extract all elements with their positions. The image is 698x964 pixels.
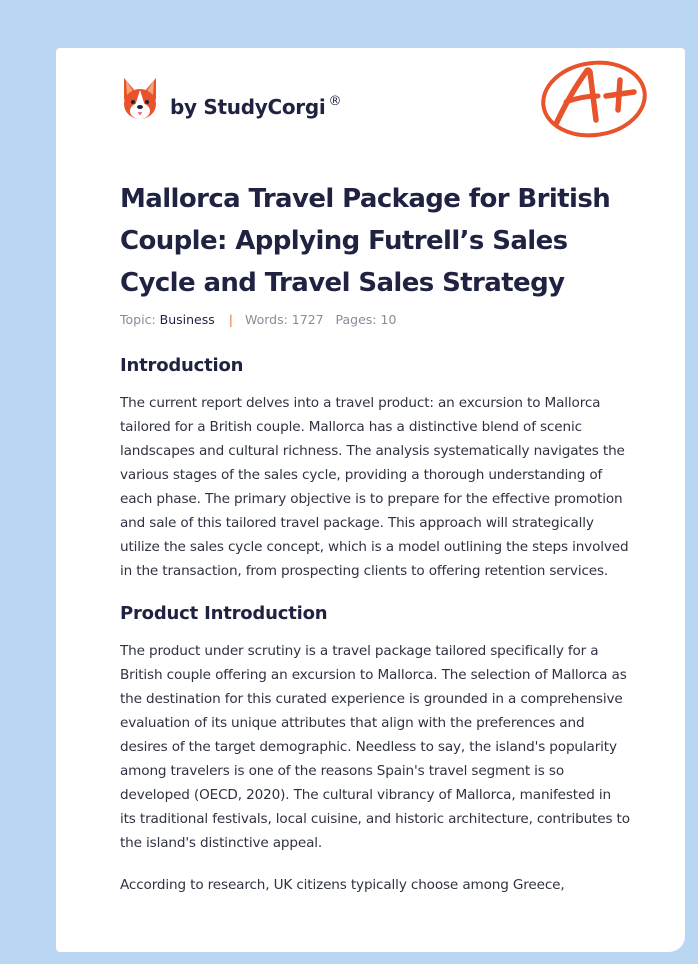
- words-label: Words:: [244, 312, 288, 327]
- topic-link[interactable]: Business: [159, 312, 215, 327]
- document-body: [120, 353, 630, 915]
- meta-separator: |: [228, 312, 233, 327]
- grade-a-plus-icon: [536, 58, 648, 140]
- corgi-logo-icon: [120, 76, 160, 122]
- document-page: [56, 48, 685, 952]
- section-paragraph: The current report delves into a travel product: an excursion to Mallorca tailored for a British couple. Mallorca has a distinctive blend of scenic landscapes and cultural richness. The analysis systematically navigates the various stages of the sales cycle, providing a thorough understanding of each phase. The primary objective is to prepare for the effective promotion and sale of this tailored travel package. This approach will strategically utilize the sales cycle concept, which is a model outlining the steps involved in the transaction, from prospecting clients to offering retention services.: [120, 395, 629, 579]
- document-title: Mallorca Travel Package for British Couple: Applying Futrell’s Sales Cycle and Travel Sales Strategy: [120, 184, 611, 298]
- words-value: 1727: [291, 312, 324, 327]
- section-paragraph: According to research, UK citizens typically choose among Greece,: [120, 877, 565, 893]
- section-heading-introduction: Introduction: [120, 355, 244, 376]
- document-meta: [120, 312, 396, 327]
- pages-value: 10: [380, 312, 397, 327]
- brand-name[interactable]: [170, 94, 341, 119]
- brand-label: by StudyCorgi: [170, 94, 326, 119]
- section-paragraph: The product under scrutiny is a travel package tailored specifically for a British couple offering an excursion to Mallorca. The selection of Mallorca as the destination for this curated experience is grounded in a comprehensive evaluation of its unique attributes that align with the preferences and desires of the target demographic. Needless to say, the island's popularity among travelers is one of the reasons Spain's travel segment is so developed (OECD, 2020). The cultural vibrancy of Mallorca, manifested in its traditional festivals, local cuisine, and historic architecture, contributes to the island's distinctive appeal.: [120, 643, 630, 851]
- pages-label: Pages:: [335, 312, 377, 327]
- registered-mark: ®: [328, 93, 342, 109]
- topic-label: Topic:: [120, 312, 156, 327]
- section-heading-product-introduction: Product Introduction: [120, 603, 328, 624]
- header: [120, 76, 341, 122]
